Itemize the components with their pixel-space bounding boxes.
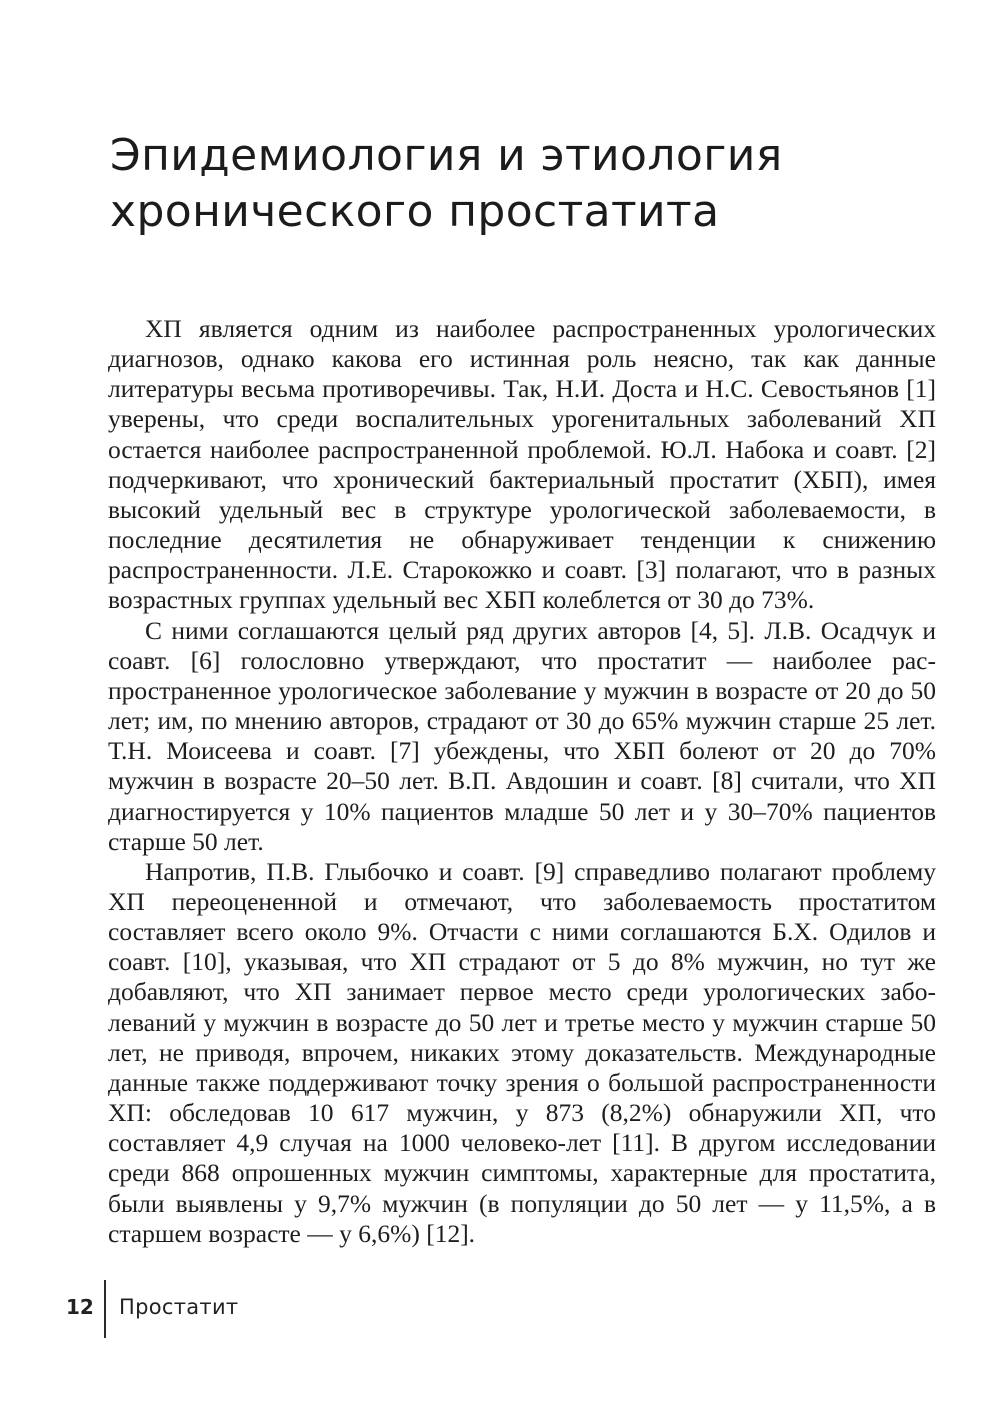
paragraph-2: С ними соглашаются целый ряд других авторов [4, 5]. Л.В. Осадчук и соавт. [6] голословно утверждают, что простатит — наиболее распространенное урологическое заболевание у мужчин в возрасте от 20 до 50 лет; им, по мнению авторов, страдают от 30 до 65% мужчин старше 25 лет. Т.Н. Моисеева и соавт. [7] убеждены, что ХБП болеют от 20 до 70% мужчин в возрасте 20–50 лет. В.П. Авдошин и соавт. [8] считали, что ХП диагностируется у 10% пациентов младше 50 лет и у 30–70% пациентов старше 50 лет. [108, 615, 936, 856]
paragraph-1: ХП является одним из наиболее распространенных урологических диагнозов, однако какова его истинная роль неясно, так как данные литературы весьма противоречивы. Так, Н.И. Доста и Н.С. Севостьянов [1] уверены, что среди воспалительных урогенитальных заболеваний ХП остается наиболее распространенной проблемой. Ю.Л. Набока и соавт. [2] подчеркивают, что хронический бактериальный простатит (ХБП), имея высокий удельный вес в структуре урологической заболеваемости, в последние десятилетия не обнаруживает тенденции к снижению распространенности. Л.Е. Старокожко и соавт. [3] полагают, что в разных возрастных группах удельный вес ХБП колеблется от 30 до 73%. [108, 314, 936, 615]
paragraph-3: Напротив, П.В. Глыбочко и соавт. [9] справедливо полагают проблему ХП переоцененной и отмечают, что заболеваемость простатитом составляет всего около 9%. Отчасти с ними соглашаются Б.Х. Одилов и соавт. [10], указывая, что ХП страдают от 5 до 8% мужчин, но тут же добавляют, что ХП занимает первое место среди урологических заболеваний у мужчин в возрасте до 50 лет и третье место у мужчин старше 50 лет, не приводя, впрочем, никаких этому доказательств. Международные данные также поддерживают точку зрения о большой распространенности ХП: обследовав 10 617 мужчин, у 873 (8,2%) обнаружили ХП, что составляет 4,9 случая на 1000 человеко-лет [11]. В другом исследовании среди 868 опрошенных мужчин симптомы, характерные для простатита, были выявлены у 9,7% мужчин (в популяции до 50 лет — у 11,5%, а в старшем возрасте — у 6,6%) [12]. [108, 856, 936, 1248]
page-number: 12 [66, 1295, 94, 1319]
body-text [108, 314, 936, 1249]
footer-divider [104, 1280, 106, 1338]
running-title: Простатит [119, 1295, 239, 1319]
chapter-title [110, 128, 930, 240]
chapter-title-line-2: хронического простатита [110, 186, 720, 237]
chapter-title-line-1: Эпидемиология и этиология [110, 130, 783, 181]
